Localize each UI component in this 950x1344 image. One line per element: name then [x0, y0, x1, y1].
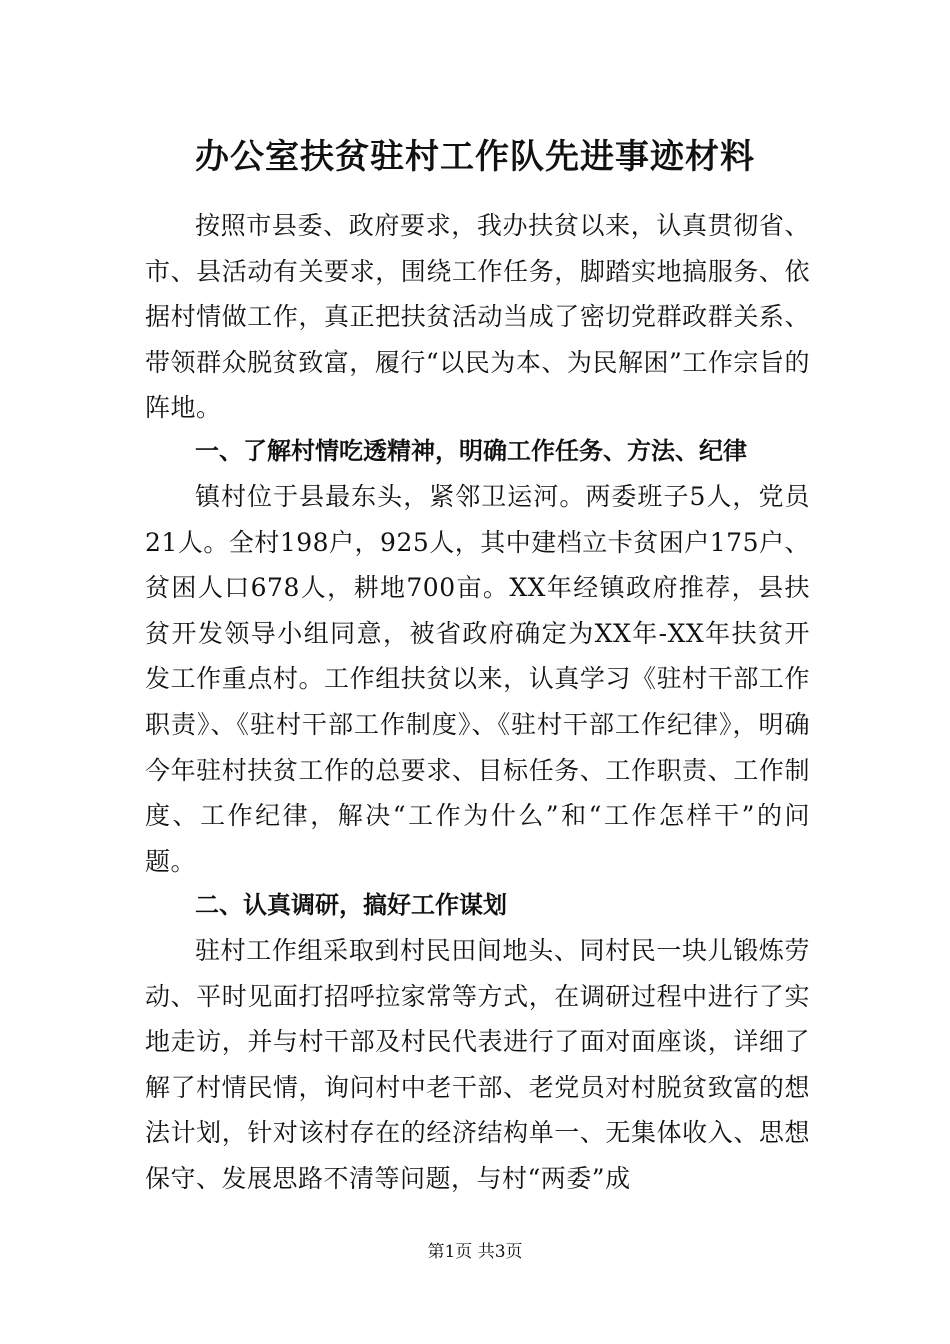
page-footer: 第1页 共3页 [427, 1242, 523, 1262]
section-2-paragraph: 驻村工作组采取到村民田间地头、同村民一块儿锻炼劳动、平时见面打招呼拉家常等方式，在调研过程中进行了实地走访，并与村干部及村民代表进行了面对面座谈，详细了解了村情民情，询问村中老干部、老党员对村脱贫致富的想法计划，针对该村存在的经济结构单一、无集体收入、思想保守、发展思路不清等问题，与村“两委”成 [145, 936, 810, 1193]
section-1-heading: 一、了解村情吃透精神，明确工作任务、方法、纪律 [195, 437, 747, 465]
section-1-paragraph: 镇村位于县最东头，紧邻卫运河。两委班子5人，党员21人。全村198户，925人，其中建档立卡贫困户175户、贫困人口678人，耕地700亩。XX年经镇政府推荐，县扶贫开发领导小组同意，被省政府确定为XX年-XX年扶贫开发工作重点村。工作组扶贫以来，认真学习《驻村干部工作职责》、《驻村干部工作制度》、《驻村干部工作纪律》，明确今年驻村扶贫工作的总要求、目标任务、工作职责、工作制度、工作纪律，解决“工作为什么”和“工作怎样干”的问题。 [145, 482, 810, 876]
document-title: 办公室扶贫驻村工作队先进事迹材料 [195, 137, 755, 177]
intro-paragraph: 按照市县委、政府要求，我办扶贫以来，认真贯彻省、市、县活动有关要求，围绕工作任务，脚踏实地搞服务、依据村情做工作，真正把扶贫活动当成了密切党群政群关系、带领群众脱贫致富，履行“以民为本、为民解困”工作宗旨的阵地。 [145, 211, 810, 423]
section-2-heading: 二、认真调研，搞好工作谋划 [195, 891, 507, 919]
